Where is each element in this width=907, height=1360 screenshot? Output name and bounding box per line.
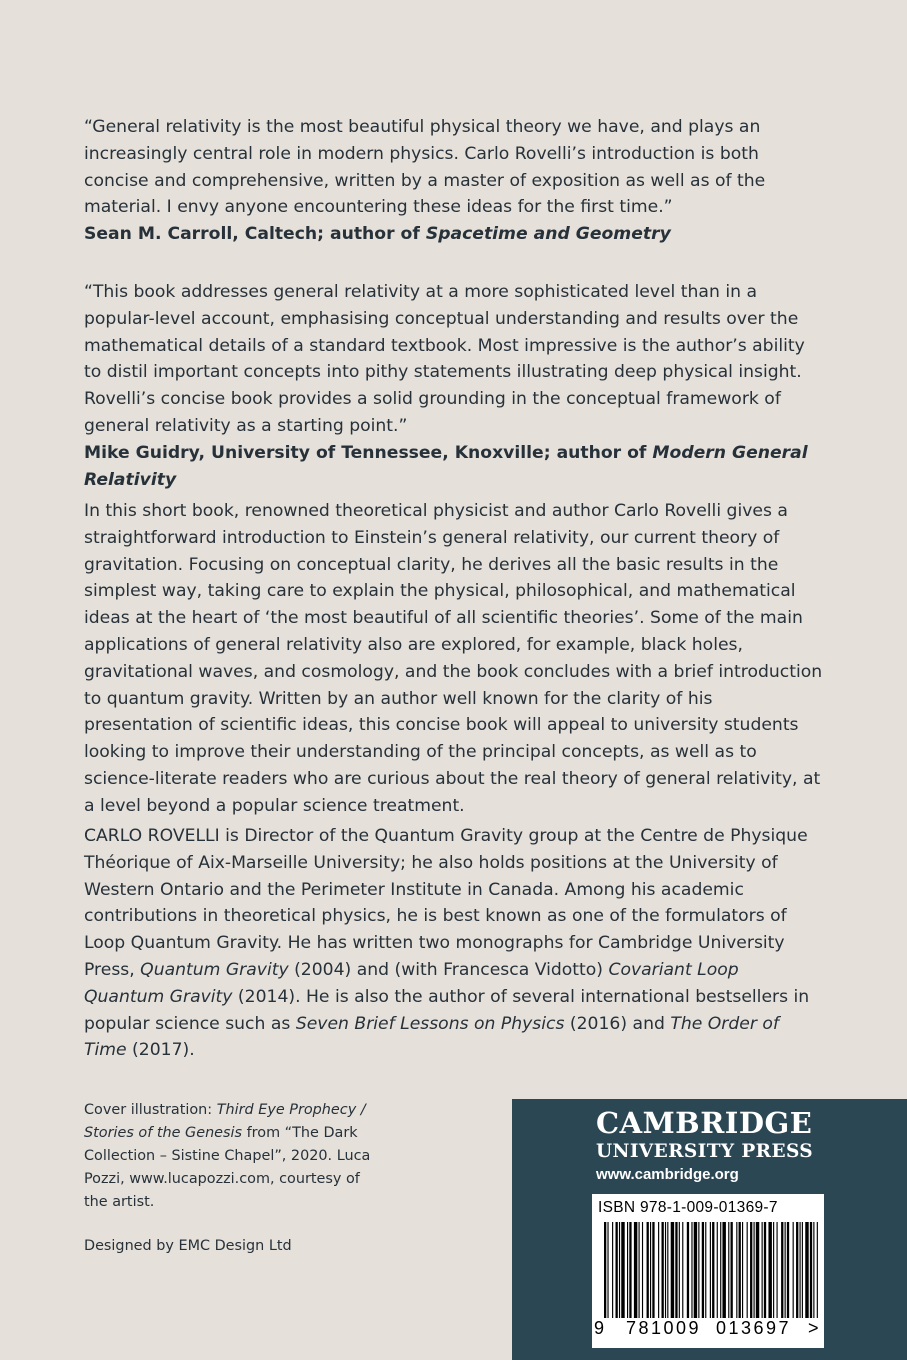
barcode-bar <box>619 1222 620 1318</box>
barcode-bar <box>604 1222 606 1318</box>
barcode-bar <box>642 1222 643 1318</box>
barcode-bar <box>612 1222 613 1318</box>
publisher-panel <box>512 1099 907 1360</box>
barcode-bars <box>604 1222 818 1318</box>
barcode-bar <box>720 1222 721 1318</box>
barcode-bar <box>768 1222 771 1318</box>
endorsement-mike-guidry <box>84 279 824 493</box>
endorsement-attribution: Mike Guidry, University of Tennessee, Knoxville; author of Modern General Relativity <box>84 442 808 490</box>
barcode-bar <box>662 1222 664 1318</box>
barcode-bar <box>793 1222 794 1318</box>
barcode-bar <box>667 1222 668 1318</box>
barcode-bar <box>607 1222 608 1318</box>
barcode-bar <box>731 1222 733 1318</box>
barcode-bar <box>702 1222 704 1318</box>
barcode-bar <box>647 1222 649 1318</box>
barcode-bar <box>817 1222 818 1318</box>
endorsement-attribution: Sean M. Carroll, Caltech; author of Spacetime and Geometry <box>84 224 671 245</box>
cover-illustration-credit: Cover illustration: Third Eye Prophecy / Stories of the Genesis from “The Dark Collection – Sistine Chapel”, 2020. Luca Pozzi, www.lucapozzi.com, courtesy of the artist. <box>84 1102 371 1210</box>
publisher-logo-line1: CAMBRIDGE <box>596 1106 813 1140</box>
barcode-bar <box>787 1222 789 1318</box>
barcode-bar <box>616 1222 618 1318</box>
barcode-bar <box>800 1222 801 1318</box>
barcode-bar <box>682 1222 683 1318</box>
barcode-bar <box>754 1222 755 1318</box>
barcode-bar <box>671 1222 674 1318</box>
barcode-bar <box>810 1222 812 1318</box>
barcode-bar <box>762 1222 763 1318</box>
barcode-bar <box>627 1222 628 1318</box>
designer-credit: Designed by EMC Design Ltd <box>84 1238 292 1254</box>
barcode-bar <box>691 1222 692 1318</box>
publisher-logo-line2: UNIVERSITY PRESS <box>596 1141 814 1162</box>
barcode-bar <box>805 1222 808 1318</box>
barcode-bar <box>773 1222 774 1318</box>
barcode-bar <box>728 1222 729 1318</box>
author-bio: CARLO ROVELLI is Director of the Quantum Gravity group at the Centre de Physique Théorique of Aix-Marseille University; he also holds positions at the University of Western Ontario and the Perimeter Institute in Canada. Among his academic contributions in theoretical physics, he is best known as one of the formulators of Loop Quantum Gravity. He has written two monographs for Cambridge University Press, Quantum Gravity (2004) and (with Francesca Vidotto) Covariant Loop Quantum Gravity (2014). He is also the author of several international bestsellers in popular science such as Seven Brief Lessons on Physics (2016) and The Order of Time (2017). <box>84 826 810 1061</box>
barcode-bar <box>698 1222 699 1318</box>
isbn-label: ISBN 978-1-009-01369-7 <box>598 1199 778 1216</box>
endorsement-book-title: Spacetime and Geometry <box>425 224 671 245</box>
endorsement-book-title: Modern General Relativity <box>84 442 808 490</box>
barcode-bar <box>722 1222 725 1318</box>
barcode-bar <box>687 1222 689 1318</box>
barcode-bar <box>675 1222 677 1318</box>
barcode-bar <box>679 1222 680 1318</box>
barcode-bar <box>652 1222 654 1318</box>
barcode-bar <box>736 1222 737 1318</box>
endorsement-quote: “General relativity is the most beautiful physical theory we have, and plays an increasingly central role in modern physics. Carlo Rovelli’s introduction is both concise and comprehensive, written by a master of exposition as well as of the material. I envy anyone encountering these ideas for the first time.” <box>84 117 766 218</box>
barcode-bar <box>750 1222 752 1318</box>
barcode-bar <box>781 1222 783 1318</box>
barcode-bar <box>665 1222 666 1318</box>
barcode-bar <box>650 1222 651 1318</box>
barcode-bar <box>705 1222 706 1318</box>
barcode-bar <box>639 1222 640 1318</box>
barcode-bar <box>634 1222 637 1318</box>
barcode-bar <box>712 1222 714 1318</box>
barcode-bar <box>710 1222 711 1318</box>
barcode-bar <box>764 1222 766 1318</box>
barcode-bar <box>777 1222 778 1318</box>
barcode-bar <box>739 1222 741 1318</box>
endorsement-quote: “This book addresses general relativity at a more sophisticated level than in a popular-level account, emphasising conceptual understanding and results over the mathematical details of a standard textbook. Most impressive is the author’s ability to distil important concepts into pithy statements illustrating deep physical insight. Rovelli’s concise book provides a solid grounding in the conceptual framework of general relativity as a starting point.” <box>84 282 805 436</box>
barcode-bar <box>813 1222 814 1318</box>
barcode-bar <box>742 1222 743 1318</box>
barcode-bar <box>629 1222 631 1318</box>
barcode-bar <box>796 1222 798 1318</box>
endorsement-sean-carroll <box>84 114 824 248</box>
barcode-bar <box>658 1222 659 1318</box>
barcode-bar <box>756 1222 759 1318</box>
book-description: In this short book, renowned theoretical physicist and author Carlo Rovelli gives a straightforward introduction to Einstein’s general relativity, our current theory of gravitation. Focusing on conceptual clarity, he derives all the basic results in the simplest way, taking care to explain the physical, philosophical, and mathematical ideas at the heart of ‘the most beautiful of all scientific theories’. Some of the main applications of general relativity also are explored, for example, black holes, gravitational waves, and cosmology, and the book concludes with a brief introduction to quantum gravity. Written by an author well known for the clarity of his presentation of scientific ideas, this concise book will appeal to university students looking to improve their understanding of the principal concepts, as well as to science-literate readers who are curious about the real theory of general relativity, at a level beyond a popular science treatment. <box>84 501 823 816</box>
barcode-bar <box>785 1222 786 1318</box>
barcode-bar <box>747 1222 748 1318</box>
barcode-bar <box>621 1222 624 1318</box>
barcode-box: ISBN 978-1-009-01369-7 9 781009 013697 > <box>592 1194 824 1348</box>
barcode-bar <box>717 1222 718 1318</box>
barcode-bar <box>694 1222 697 1318</box>
barcode-bar <box>802 1222 803 1318</box>
publisher-website: www.cambridge.org <box>596 1166 739 1183</box>
